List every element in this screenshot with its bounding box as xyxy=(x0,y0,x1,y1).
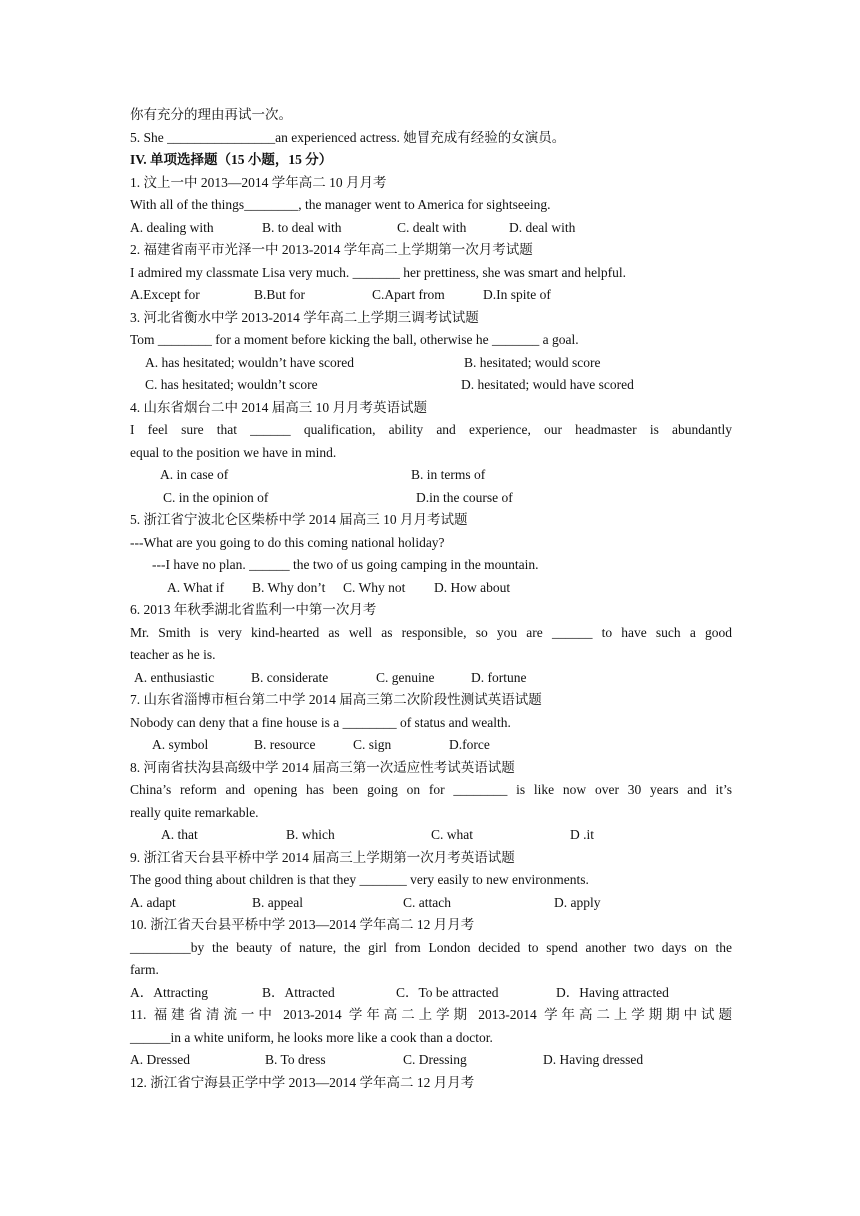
option-c: C. Why not xyxy=(343,579,406,595)
option-b: B. to deal with xyxy=(262,219,342,235)
options-row xyxy=(130,284,732,307)
question-10 xyxy=(130,914,732,1004)
question-stem: China’s reform and opening has been going on for ________ is like now over 30 years and it’s xyxy=(130,782,732,797)
option-b: B.But for xyxy=(254,287,306,302)
options-row xyxy=(130,982,732,1005)
option-a: A. Dressed xyxy=(130,1052,190,1067)
options-row xyxy=(130,667,732,690)
question-source: 3. 河北省衡水中学 2013-2014 学年高二上学期三调考试试题 xyxy=(130,309,479,325)
option-a: A.Except for xyxy=(130,287,200,302)
question-stem: teacher as he is. xyxy=(130,647,216,662)
options-row xyxy=(130,577,732,600)
phrase-line-5: 5. She ________________an experienced actress. 她冒充成有经验的女演员。 xyxy=(130,129,566,145)
question-stem: ______in a white uniform, he looks more like a cook than a doctor. xyxy=(130,1029,493,1045)
option-c: C. has hesitated; wouldn’t score xyxy=(145,377,318,392)
question-7 xyxy=(130,689,732,757)
option-c: C. Dressing xyxy=(403,1052,467,1067)
options-row xyxy=(130,352,732,375)
question-12 xyxy=(130,1072,732,1095)
option-d: D. apply xyxy=(554,894,601,910)
question-stem: Nobody can deny that a fine house is a ________ of status and wealth. xyxy=(130,714,511,730)
question-source: 12. 浙江省宁海县正学中学 2013—2014 学年高二 12 月月考 xyxy=(130,1074,475,1090)
option-a: A. adapt xyxy=(130,894,176,910)
question-stem: Mr. Smith is very kind-hearted as well as responsible, so you are ______ to have such a good xyxy=(130,624,732,640)
question-stem: The good thing about children is that they _______ very easily to new environments. xyxy=(130,872,589,887)
question-source: 2. 福建省南平市光泽一中 2013-2014 学年高二上学期第一次月考试题 xyxy=(130,242,533,257)
option-d: D. deal with xyxy=(509,219,576,235)
option-b: B．Attracted xyxy=(262,984,335,1000)
options-row xyxy=(130,824,732,847)
question-source: 5. 浙江省宁波北仑区柴桥中学 2014 届高三 10 月月考试题 xyxy=(130,512,468,527)
question-1 xyxy=(130,172,732,240)
option-b: B. Why don’t xyxy=(252,579,326,595)
option-d: D. How about xyxy=(434,579,511,595)
option-b: B. which xyxy=(286,827,335,842)
question-source: 10. 浙江省天台县平桥中学 2013—2014 学年高二 12 月月考 xyxy=(130,917,475,932)
option-c: C.Apart from xyxy=(372,287,445,302)
question-stem: equal to the position we have in mind. xyxy=(130,444,337,460)
section-heading: IV. 单项选择题（15 小题，15 分） xyxy=(130,152,333,167)
options-row xyxy=(130,464,732,487)
question-source: 6. 2013 年秋季湖北省监利一中第一次月考 xyxy=(130,602,377,617)
question-source: 1. 汶上一中 2013—2014 学年高二 10 月月考 xyxy=(130,174,387,190)
options-row xyxy=(130,892,732,915)
question-source: 4. 山东省烟台二中 2014 届高三 10 月月考英语试题 xyxy=(130,399,427,415)
question-source: 8. 河南省扶沟县高级中学 2014 届高三第一次适应性考试英语试题 xyxy=(130,759,515,775)
question-source: 9. 浙江省天台县平桥中学 2014 届高三上学期第一次月考英语试题 xyxy=(130,849,515,865)
option-b: B. hesitated; would score xyxy=(464,354,601,370)
question-stem: farm. xyxy=(130,962,159,977)
option-d: D.force xyxy=(449,737,490,752)
question-6 xyxy=(130,599,732,689)
question-8 xyxy=(130,757,732,847)
option-c: C. what xyxy=(431,827,473,842)
option-a: A. in case of xyxy=(160,467,229,482)
question-2 xyxy=(130,239,732,307)
option-c: C. dealt with xyxy=(397,219,467,235)
question-3 xyxy=(130,307,732,397)
document-page xyxy=(130,104,732,1094)
question-5 xyxy=(130,509,732,599)
option-d: D. fortune xyxy=(471,669,527,685)
option-a: A. What if xyxy=(167,579,225,595)
question-stem: _________by the beauty of nature, the girl from London decided to spend another two days on the xyxy=(130,939,732,955)
question-stem: ---What are you going to do this coming national holiday? xyxy=(130,534,445,550)
question-stem: really quite remarkable. xyxy=(130,804,259,820)
question-source: 11. 福建省清流一中 2013-2014 学年高二上学期 2013-2014 学年高二上学期期中试题 xyxy=(130,1007,732,1022)
option-b: B. resource xyxy=(254,737,316,752)
option-a: A．Attracting xyxy=(130,984,208,1000)
option-b: B. in terms of xyxy=(411,467,486,482)
option-d: D. Having dressed xyxy=(543,1052,644,1067)
option-d: D．Having attracted xyxy=(556,984,669,1000)
option-c: C. in the opinion of xyxy=(163,489,269,505)
options-row xyxy=(130,217,732,240)
question-stem: I admired my classmate Lisa very much. _______ her prettiness, she was smart and helpful. xyxy=(130,264,626,280)
option-a: A. symbol xyxy=(152,737,209,752)
option-a: A. that xyxy=(161,827,198,842)
question-11 xyxy=(130,1004,732,1072)
question-stem: Tom ________ for a moment before kicking the ball, otherwise he _______ a goal. xyxy=(130,332,579,347)
option-b: B. considerate xyxy=(251,669,329,685)
option-c: C. genuine xyxy=(376,669,435,685)
option-a: A. enthusiastic xyxy=(134,669,215,685)
option-d: D.In spite of xyxy=(483,287,551,302)
question-stem: ---I have no plan. ______ the two of us going camping in the mountain. xyxy=(152,557,539,572)
option-a: A. dealing with xyxy=(130,219,214,235)
options-row xyxy=(130,374,732,397)
question-source: 7. 山东省淄博市桓台第二中学 2014 届高三第二次阶段性测试英语试题 xyxy=(130,692,542,707)
question-stem: I feel sure that ______ qualification, ability and experience, our headmaster is abundantly xyxy=(130,422,732,437)
options-row xyxy=(130,734,732,757)
option-d: D. hesitated; would have scored xyxy=(461,377,634,392)
question-9 xyxy=(130,847,732,915)
option-d: D.in the course of xyxy=(416,489,513,505)
intro-line: 你有充分的理由再试一次。 xyxy=(130,107,292,122)
option-a: A. has hesitated; wouldn’t have scored xyxy=(145,354,354,370)
option-d: D .it xyxy=(570,827,595,842)
option-c: C. sign xyxy=(353,737,392,752)
option-b: B. To dress xyxy=(265,1052,326,1067)
options-row xyxy=(130,487,732,510)
question-4 xyxy=(130,397,732,510)
option-b: B. appeal xyxy=(252,894,303,910)
option-c: C. attach xyxy=(403,894,451,910)
option-c: C．To be attracted xyxy=(396,984,499,1000)
question-stem: With all of the things________, the manager went to America for sightseeing. xyxy=(130,197,551,212)
options-row xyxy=(130,1049,732,1072)
